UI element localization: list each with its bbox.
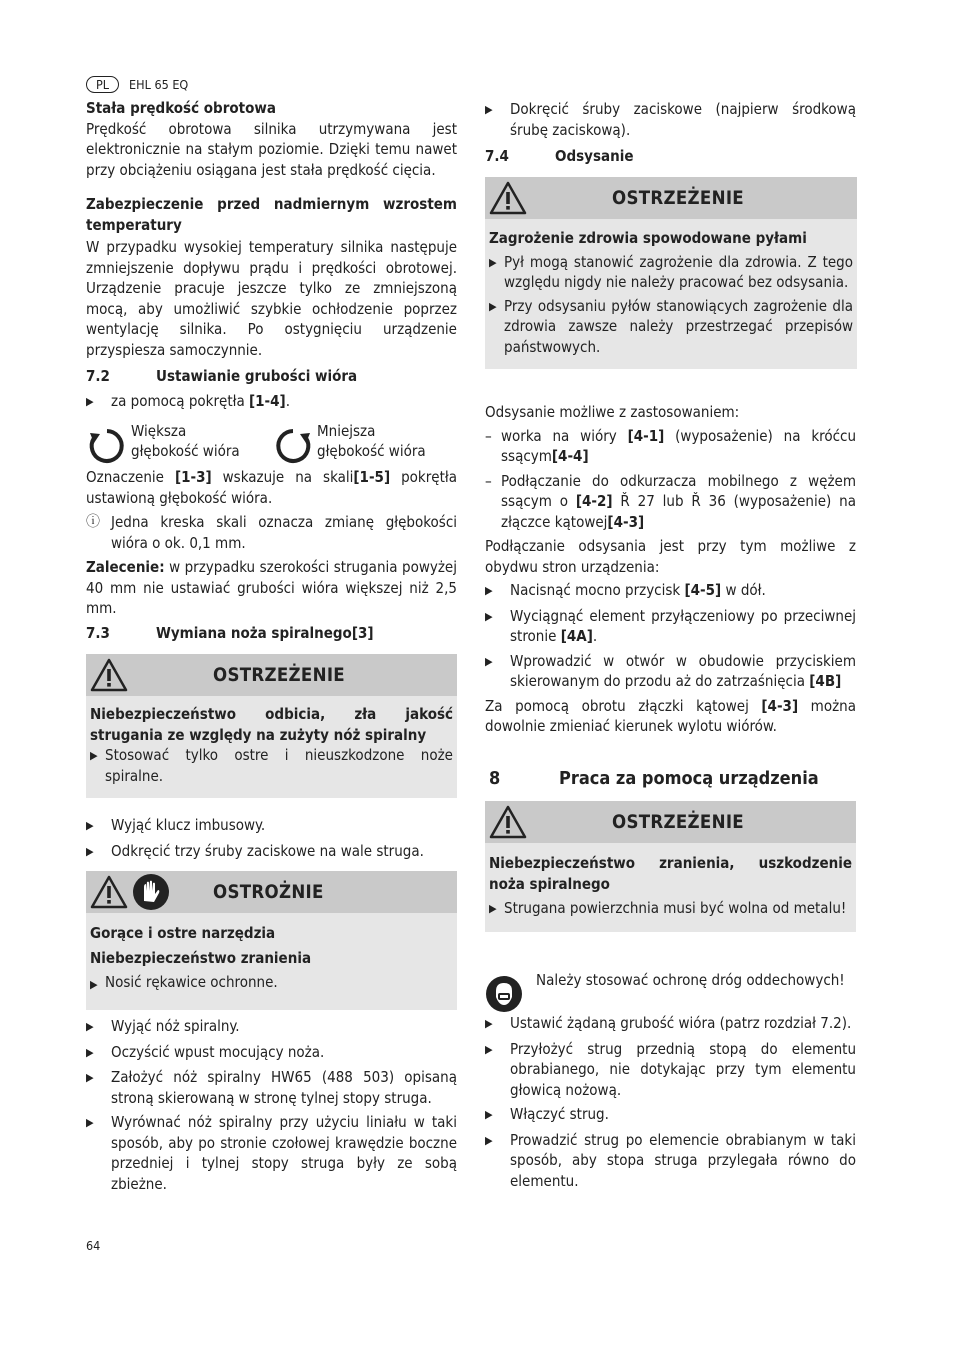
ref-tag: [4-5] [684, 581, 722, 599]
speed-title: Stała prędkość obrotowa [86, 99, 276, 117]
gloves-icon [132, 873, 170, 911]
section-title: Odsysanie [555, 147, 634, 165]
step-text: . [592, 627, 598, 645]
dial-smaller-label: Mniejsza głębokość wióra [317, 422, 426, 460]
caution-title: OSTROŻNIE [213, 881, 324, 903]
caution-subtitle: Gorące i ostre narzędzia [90, 924, 276, 942]
speed-text: Prędkość obrotowa silnika utrzymywana jest elektronicznie na stałym poziomie. Dzięki temu nawet przy obciążeniu osiągana jest stała prędkość cięcia. [86, 119, 457, 179]
steps-list-8 [485, 1013, 856, 1195]
step-item [86, 1016, 457, 1038]
speed-section [86, 98, 457, 180]
step-item [485, 1013, 856, 1035]
step-text: Założyć nóż spiralny HW65 (488 503) opisaną stroną skierowaną w stronę tylnej stopy struga. [111, 1068, 457, 1107]
warning-triangle-icon [489, 805, 527, 839]
warning-title: OSTRZEŻENIE [612, 187, 744, 209]
step-text: Dokręcić śruby zaciskowe (najpierw środkową śrubę zaciskową). [510, 100, 856, 139]
step-item [86, 1067, 457, 1108]
triangle-bullet-icon: ▶ [489, 299, 497, 313]
page-header [86, 76, 188, 93]
triangle-bullet-icon: ▶ [485, 584, 493, 597]
warning-bullet-text: Pył mogą stanowić zagrożenie dla zdrowia. Z tego względu nigdy nie należy pracować bez odsysania. [504, 252, 853, 291]
caution-bullet-text: Nosić rękawice ochronne. [105, 973, 278, 991]
step-item [485, 1130, 856, 1192]
model-name: EHL 65 EQ [129, 77, 189, 92]
dial-legend [86, 421, 457, 465]
ref-tag: [4B] [809, 672, 842, 690]
triangle-bullet-icon: ▶ [90, 978, 98, 991]
section-title: Ustawianie grubości wióra [156, 367, 358, 385]
step-item [86, 1042, 457, 1064]
triangle-bullet-icon: ▶ [86, 1071, 94, 1084]
mark-paragraph [86, 467, 457, 619]
triangle-bullet-icon: ▶ [485, 654, 493, 668]
step-text: Przyłożyć strug przednią stopą do elementu obrabianego, nie dotykając przy tym elementu głowicą nożową. [510, 1039, 856, 1099]
step-item [485, 1104, 856, 1126]
steps-list-1 [86, 815, 457, 866]
mark-text: Oznaczenie [86, 468, 175, 486]
triangle-bullet-icon: ▶ [485, 1017, 493, 1030]
triangle-bullet-icon: ▶ [489, 255, 497, 269]
step-text: Wyciągnąć element przyłączeniowy po przeciwnej stronie [510, 606, 856, 645]
step-item [86, 841, 457, 863]
step-text: Wyjąć klucz imbusowy. [111, 816, 266, 834]
ref-tag: [4-2] [575, 492, 613, 510]
section-7-4 [485, 146, 856, 167]
step-item [86, 815, 457, 837]
step-text: Oczyścić wpust mocujący noża. [111, 1042, 325, 1061]
ref-tag: [4-3] [761, 696, 799, 715]
section-7-2 [86, 366, 457, 416]
dash-text: (wyposażenie) na króćcu ssącym [501, 426, 857, 465]
caution-subtitle: Niebezpieczeństwo zranienia [90, 948, 312, 967]
warning-subtitle: Niebezpieczeństwo odbicia, zła jakość strugania ze względy na zużyty nóż spiralny [90, 705, 453, 744]
section-7-3 [86, 623, 457, 644]
section-heading [86, 366, 457, 387]
triangle-bullet-icon: ▶ [485, 1042, 493, 1056]
step-text: Odkręcić trzy śruby zaciskowe na wale struga. [111, 841, 424, 860]
step-text: Prowadzić strug po elemencie obrabianym w taki sposób, aby stopa struga przylegała równo do elementu. [510, 1130, 856, 1190]
dash-item: – worka na wióry [4-1] (wyposażenie) na króćcu ssącym[4-4] [485, 426, 857, 465]
step-text: Ustawić żądaną grubość wióra (patrz rozdział 7.2). [510, 1014, 852, 1032]
extraction-options [485, 402, 856, 737]
step-item [485, 606, 856, 647]
recommendation-label: Zalecenie: [86, 558, 165, 576]
dash-text: worka na wióry [501, 426, 628, 445]
warning-box-injury [485, 801, 856, 932]
step-item [485, 1039, 856, 1101]
ref-tag: [1-4] [249, 391, 286, 410]
triangle-bullet-icon: ▶ [485, 1108, 493, 1121]
warning-bullet [90, 745, 453, 786]
step-text: w dół. [721, 581, 766, 599]
warning-bullet [489, 296, 853, 358]
warning-bullet [489, 252, 853, 293]
dash-text: Podłączanie do odkurzacza mobilnego z wężem ssącym o [501, 471, 856, 510]
warning-box-dust [485, 177, 857, 369]
step-item [485, 651, 856, 692]
rotate-clockwise-icon [88, 427, 126, 465]
triangle-bullet-icon: ▶ [489, 902, 497, 915]
respirator-mask-icon [485, 975, 523, 1013]
rotate-text [485, 696, 856, 737]
dial-greater-label: Większa głębokość wióra [131, 422, 240, 460]
dash-item: – Podłączanie do odkurzacza mobilnego z wężem ssącym o [4-2] Ř 27 lub Ř 36 (wyposażenie) na złączce kątowej[4-3] [485, 471, 856, 531]
steps-list-2 [86, 1016, 457, 1198]
warning-title: OSTRZEŻENIE [213, 664, 345, 686]
warning-bullet-text: Przy odsysaniu pyłów stanowiących zagrożenie dla zdrowia zawsze należy przestrzegać przepisów państwowych. [504, 296, 853, 356]
step-text: Nacisnąć mocno przycisk [510, 581, 685, 599]
triangle-bullet-icon: ▶ [86, 844, 94, 858]
tighten-step [485, 99, 856, 144]
section-number: 7.4 [485, 147, 509, 165]
extraction-intro: Odsysanie możliwe z zastosowaniem: [485, 403, 740, 421]
step-text: Wprowadzić w otwór w obudowie przyciskiem skierowanym do przodu aż do zatrzaśnięcia [510, 651, 856, 690]
mark-text: pokrętła ustawioną głębokość wióra. [86, 468, 457, 507]
ref-tag: [4-4] [551, 447, 589, 465]
caution-bullet [90, 970, 453, 998]
dash-text: Ř 27 lub Ř 36 (wyposażenie) na złączce kątowej [501, 492, 856, 531]
info-icon: ⓘ [86, 514, 100, 530]
ref-tag: [4-3] [607, 512, 645, 531]
overheat-text: W przypadku wysokiej temperatury silnika następuje zmniejszenie dopływu prądu i prędkości obrotowej. Urządzenie pracuje jeszcze tylko ze zmniejszoną mocą, aby umożliwić szybkie ochłodzenie poprzez wentylację silnika. Po ostygnięciu urządzenie przyspiesza samoczynnie. [86, 238, 457, 359]
step-item [86, 1112, 457, 1194]
section-number: 8 [489, 768, 501, 789]
warning-subtitle: Zagrożenie zdrowia spowodowane pyłami [489, 229, 807, 247]
ref-tag: [4A] [560, 627, 593, 645]
triangle-bullet-icon: ▶ [485, 609, 493, 623]
triangle-bullet-icon: ▶ [485, 103, 493, 116]
section-title: Wymiana noża spiralnego[3] [156, 624, 374, 642]
bullet-text: za pomocą pokrętła [111, 391, 249, 410]
warning-bullet [489, 898, 852, 920]
warning-title: OSTRZEŻENIE [612, 811, 744, 833]
step-text: Wyjąć nóż spiralny. [111, 1017, 240, 1035]
step-item [485, 580, 856, 602]
warning-subtitle: Niebezpieczeństwo zranienia, uszkodzenie noża spiralnego [489, 854, 852, 893]
overheat-title: Zabezpieczenie przed nadmiernym wzrostem temperatury [86, 195, 457, 234]
triangle-bullet-icon: ▶ [86, 1116, 94, 1129]
triangle-bullet-icon: ▶ [86, 819, 94, 832]
warning-box-kickback [86, 654, 457, 798]
bullet-end: . [285, 391, 291, 410]
triangle-bullet-icon: ▶ [86, 394, 94, 408]
connect-text: Podłączanie odsysania jest przy tym możliwe z obydwu stron urządzenia: [485, 537, 856, 576]
warning-triangle-icon [90, 658, 128, 692]
recommendation-text: w przypadku szerokości strugania powyżej 40 mm nie ustawiać grubości wióra większej niż 2,5 mm. [86, 558, 457, 617]
ref-tag: [1-3] [174, 468, 212, 486]
rotate-text-part: można dowolnie zmieniać kierunek wylotu wiórów. [485, 696, 856, 735]
page-number: 64 [86, 1238, 101, 1253]
info-text: Jedna kreska skali oznacza zmianę głębokości wióra o ok. 0,1 mm. [111, 513, 457, 552]
recommendation [86, 557, 457, 619]
section-title: Praca za pomocą urządzenia [559, 768, 819, 789]
info-item [86, 512, 457, 553]
section-8 [485, 769, 856, 790]
bullet-item [86, 391, 457, 413]
rotate-counterclockwise-icon [274, 427, 312, 465]
ref-tag: [1-5] [353, 468, 391, 486]
triangle-bullet-icon: ▶ [485, 1133, 493, 1147]
ref-tag: [4-1] [627, 426, 665, 445]
step-text: Wyrównać nóż spiralny przy użyciu liniału w taki sposób, aby po stronie czołowej krawędzie boczne przedniej i tylnej stopy struga były ze sobą zbieżne. [111, 1113, 457, 1193]
mark-text: wskazuje na skali [211, 468, 354, 486]
triangle-bullet-icon: ▶ [86, 1045, 94, 1059]
warning-triangle-icon [90, 875, 128, 909]
respiratory-notice [485, 970, 856, 991]
overheat-section [86, 194, 457, 360]
respiratory-text: Należy stosować ochronę dróg oddechowych! [536, 971, 845, 989]
triangle-bullet-icon: ▶ [90, 749, 98, 762]
triangle-bullet-icon: ▶ [86, 1020, 94, 1033]
language-badge: PL [86, 76, 119, 93]
rotate-text-part: Za pomocą obrotu złączki kątowej [485, 696, 762, 715]
section-number: 7.3 [86, 624, 110, 642]
caution-box-hot-tools [86, 871, 457, 1010]
warning-bullet-text: Stosować tylko ostre i nieuszkodzone noże spiralne. [105, 746, 453, 785]
section-number: 7.2 [86, 367, 110, 385]
step-text: Włączyć strug. [510, 1105, 609, 1123]
warning-bullet-text: Strugana powierzchnia musi być wolna od metalu! [504, 899, 847, 917]
warning-triangle-icon [489, 181, 527, 215]
